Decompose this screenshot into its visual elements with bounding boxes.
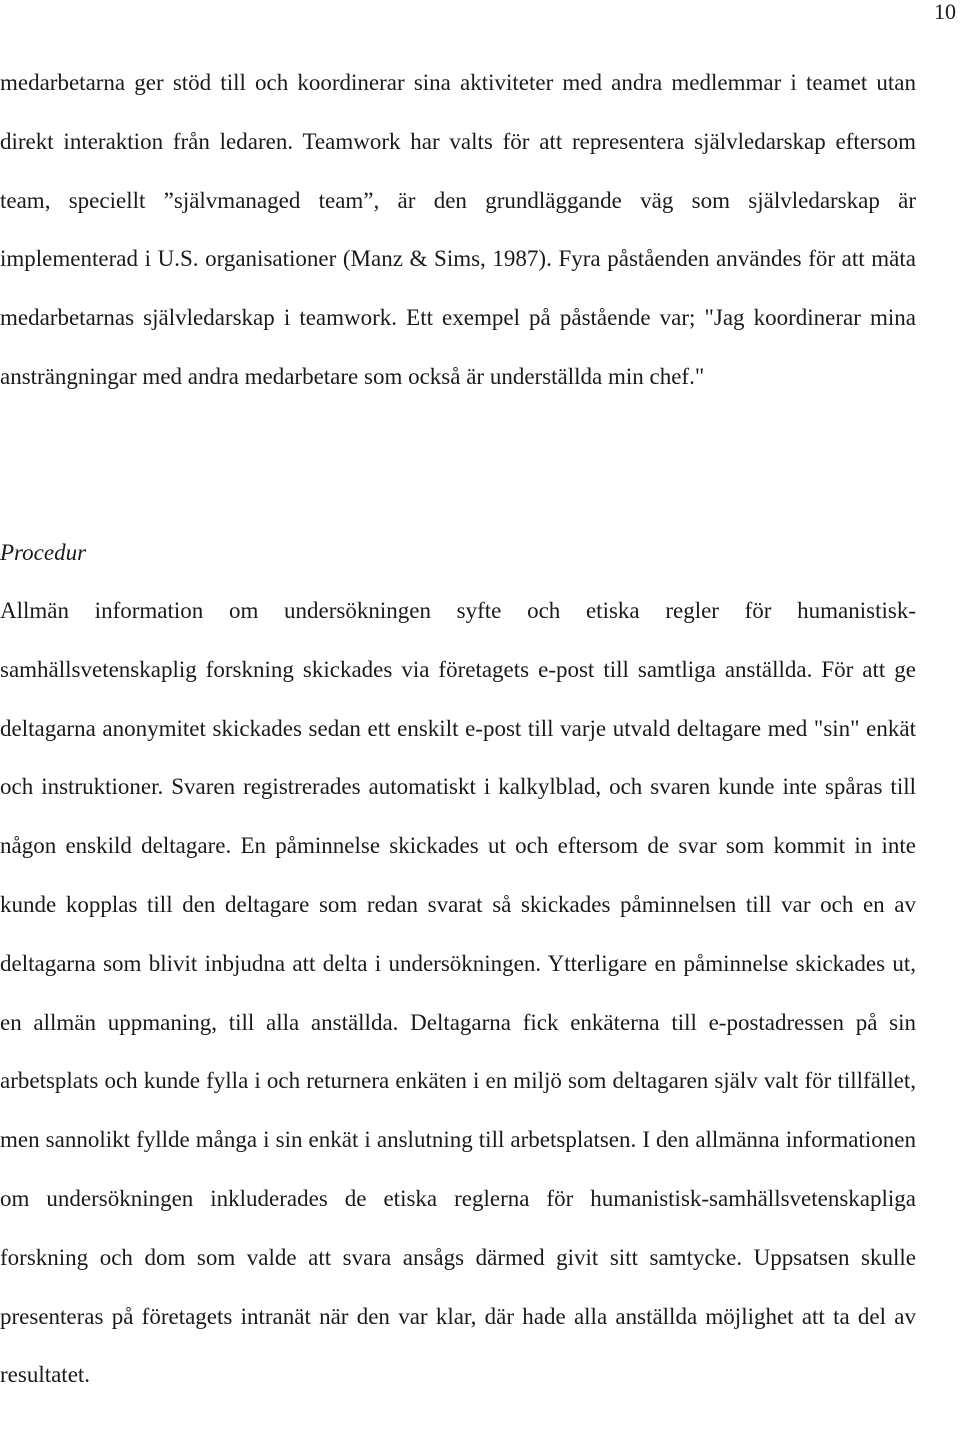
- section-heading-procedur: Procedur: [0, 540, 87, 565]
- page-number: 10: [934, 0, 956, 24]
- body-paragraph-1: medarbetarna ger stöd till och koordinerar sina aktiviteter med andra medlemmar i teamet utan direkt interaktion från ledaren. Teamwork har valts för att representera självledarskap eftersom team, speciellt ”självmanaged team”, är den grundläggande väg som självledarskap är implementerad i U.S. organisationer (Manz & Sims, 1987). Fyra påståenden användes för att mäta medarbetarnas självledarskap i teamwork. Ett exempel på påstående var; "Jag koordinerar mina ansträngningar med andra medarbetare som också är underställda min chef.": [0, 70, 916, 389]
- body-paragraph-2: Allmän information om undersökningen syfte och etiska regler för humanistisk-samhällsvetenskaplig forskning skickades via företagets e-post till samtliga anställda. För att ge deltagarna anonymitet skickades sedan ett enskilt e-post till varje utvald deltagare med "sin" enkät och instruktioner. Svaren registrerades automatiskt i kalkylblad, och svaren kunde inte spåras till någon enskild deltagare. En påminnelse skickades ut och eftersom de svar som kommit in inte kunde kopplas till den deltagare som redan svarat så skickades påminnelsen till var och en av deltagarna som blivit inbjudna att delta i undersökningen. Ytterligare en påminnelse skickades ut, en allmän uppmaning, till alla anställda. Deltagarna fick enkäterna till e-postadressen på sin arbetsplats och kunde fylla i och returnera enkäten i en miljö som deltagaren själv valt för tillfället, men sannolikt fyllde många i sin enkät i anslutning till arbetsplatsen. I den allmänna informationen om undersökningen inkluderades de etiska reglerna för humanistisk-samhällsvetenskapliga forskning och dom som valde att svara ansågs därmed givit sitt samtycke. Uppsatsen skulle presenteras på företagets intranät när den var klar, där hade alla anställda möjlighet att ta del av resultatet.: [0, 598, 916, 1388]
